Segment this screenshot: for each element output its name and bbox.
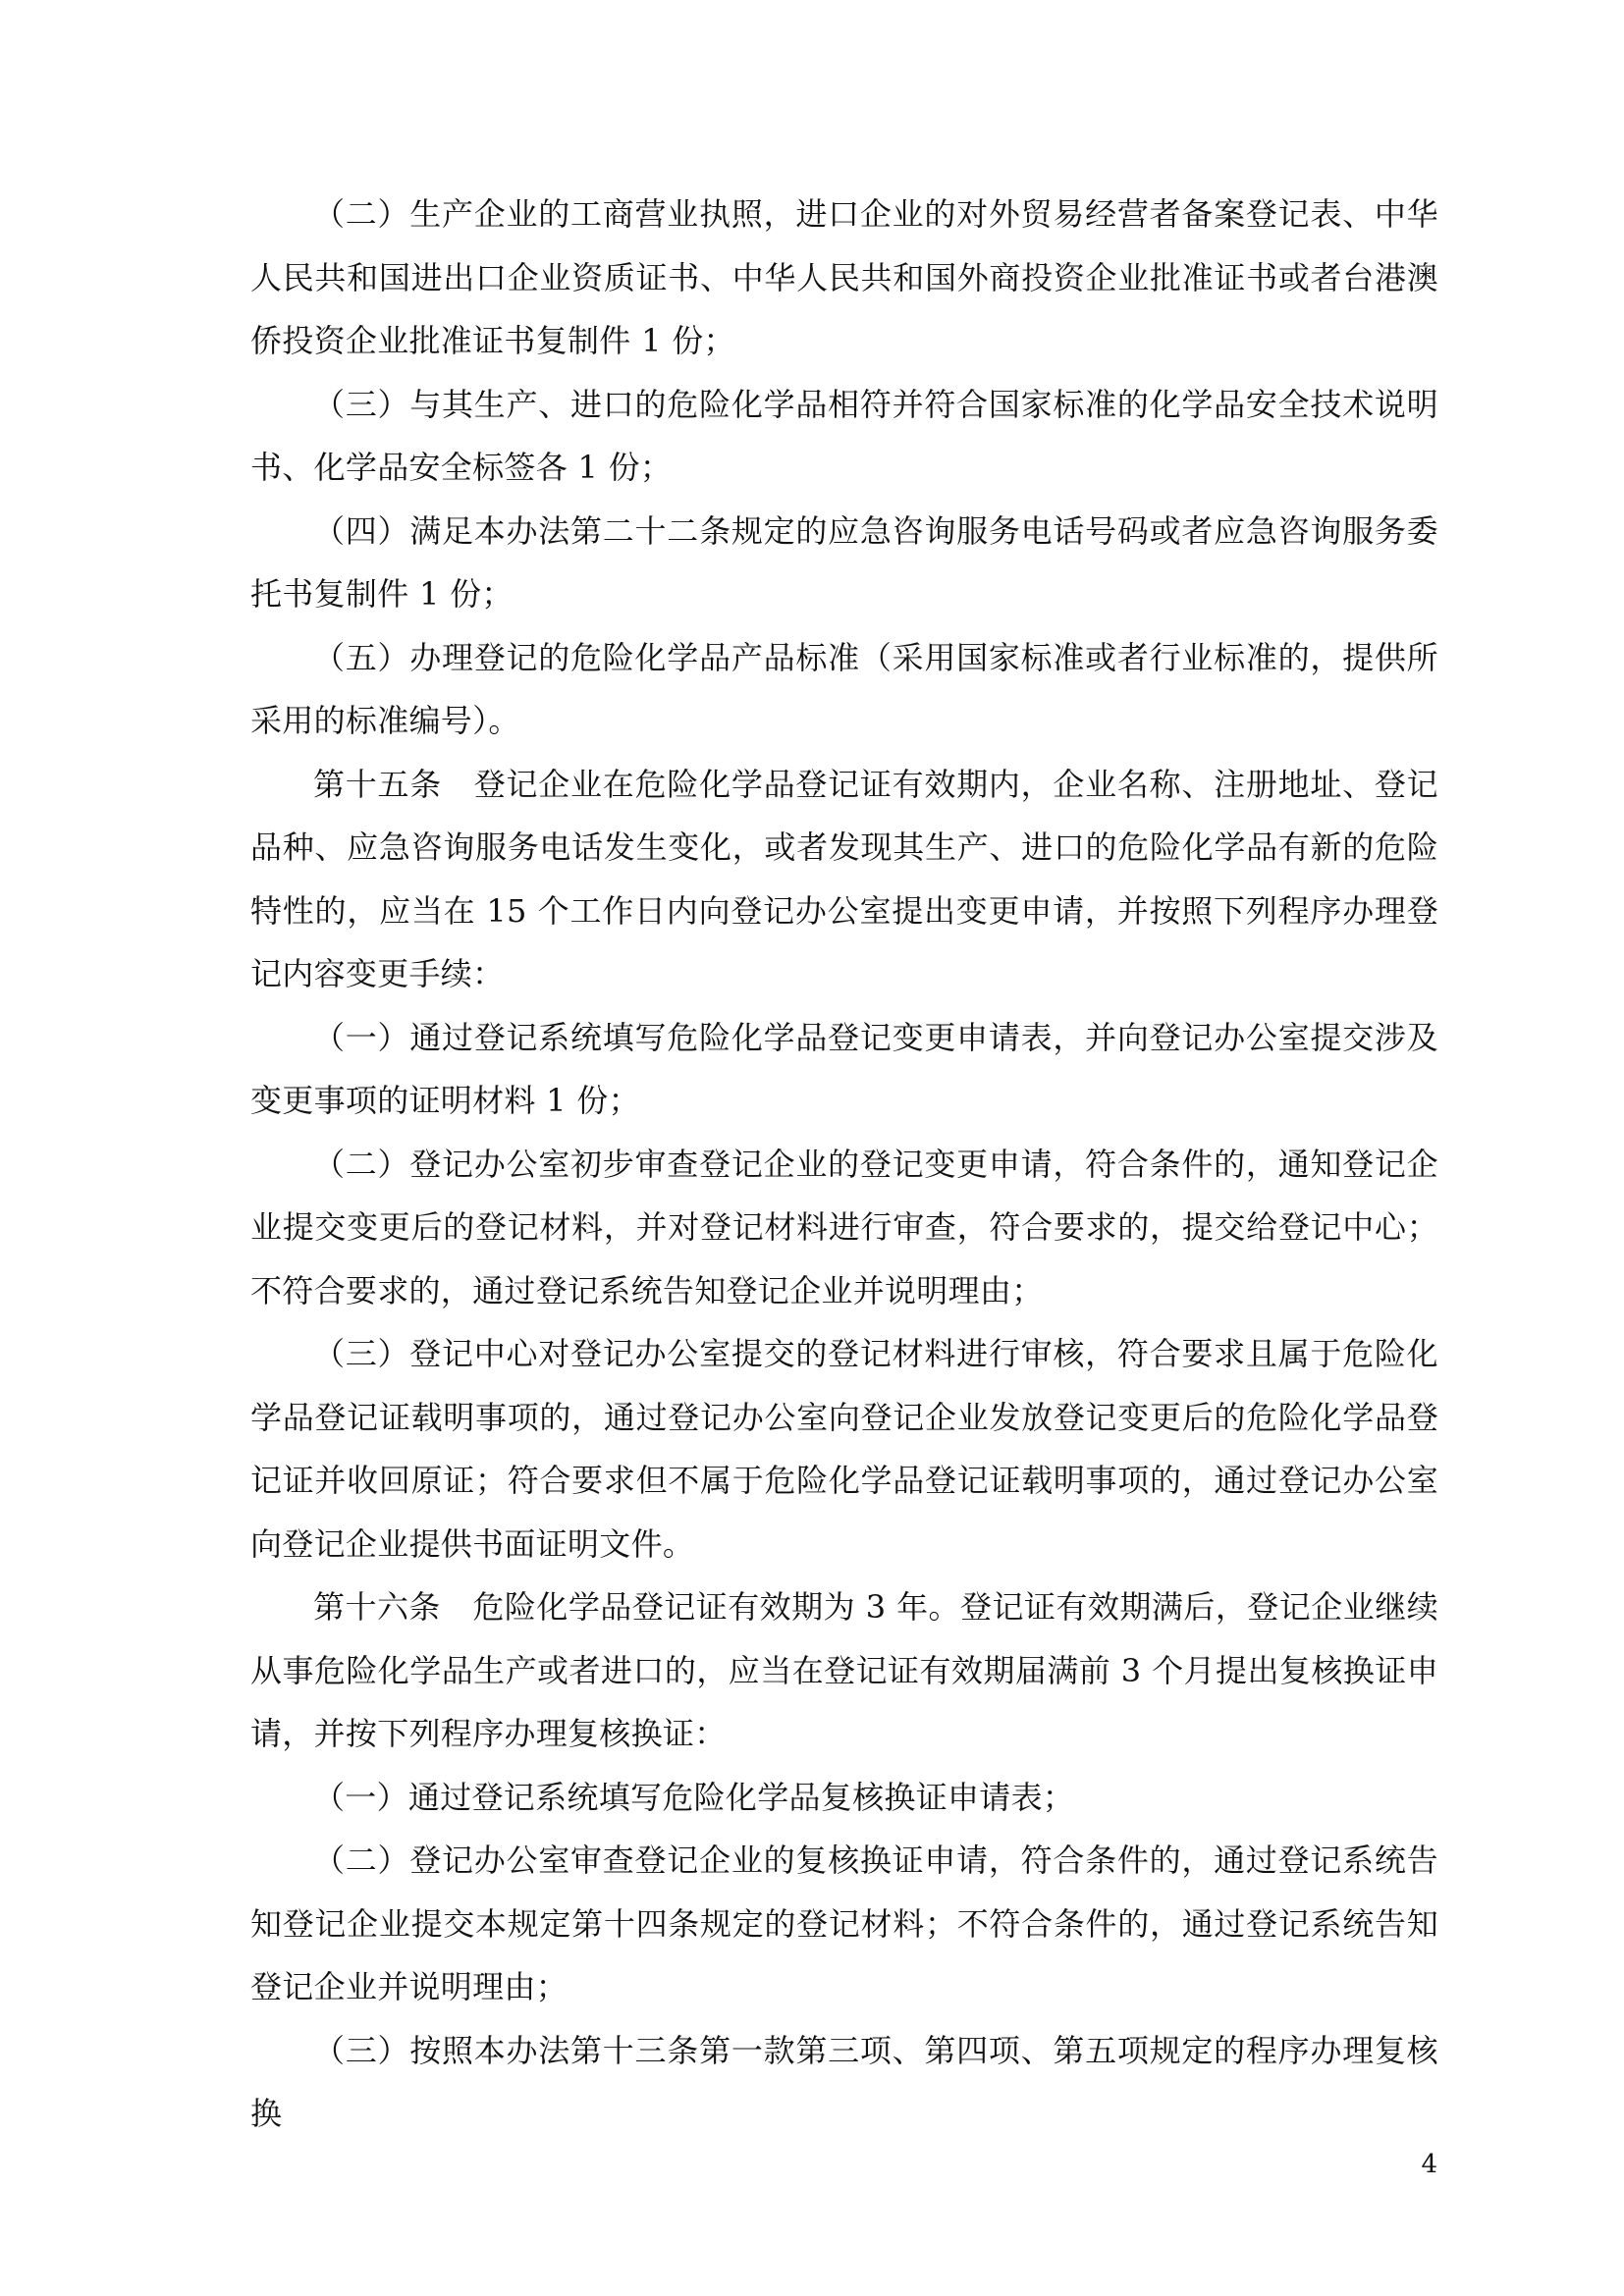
paragraph-article-15-item-3: （三）登记中心对登记办公室提交的登记材料进行审核，符合要求且属于危险化学品登记证载明事项的，通过登记办公室向登记企业发放登记变更后的危险化学品登记证并收回原证；符合要求但不属于危险化学品登记证载明事项的，通过登记办公室向登记企业提供书面证明文件。: [250, 1335, 1438, 1563]
paragraph-article-15-item-1: （一）通过登记系统填写危险化学品登记变更申请表，并向登记办公室提交涉及变更事项的证明材料 1 份；: [250, 1018, 1438, 1119]
page-number: 4: [1421, 2150, 1437, 2179]
paragraph-article-16-item-3: （三）按照本办法第十三条第一款第三项、第四项、第五项规定的程序办理复核换: [250, 2031, 1438, 2132]
paragraph-article-15-item-2: （二）登记办公室初步审查登记企业的登记变更申请，符合条件的，通知登记企业提交变更后的登记材料，并对登记材料进行审查，符合要求的，提交给登记中心；不符合要求的，通过登记系统告知登记企业并说明理由；: [250, 1145, 1438, 1309]
paragraph-article-16-item-2: （二）登记办公室审查登记企业的复核换证申请，符合条件的，通过登记系统告知登记企业提交本规定第十四条规定的登记材料；不符合条件的，通过登记系统告知登记企业并说明理由；: [250, 1842, 1438, 2005]
paragraph-article-16-item-1: （一）通过登记系统填写危险化学品复核换证申请表；: [313, 1778, 1075, 1816]
paragraph-item-2-materials: （二）生产企业的工商营业执照，进口企业的对外贸易经营者备案登记表、中华人民共和国进出口企业资质证书、中华人民共和国外商投资企业批准证书或者台港澳侨投资企业批准证书复制件 1 份；: [250, 195, 1438, 359]
paragraph-article-15: 第十五条 登记企业在危险化学品登记证有效期内，企业名称、注册地址、登记品种、应急咨询服务电话发生变化，或者发现其生产、进口的危险化学品有新的危险特性的，应当在 15 个工作日内向登记办公室提出变更申请，并按照下列程序办理登记内容变更手续：: [250, 765, 1438, 992]
paragraph-item-4-materials: （四）满足本办法第二十二条规定的应急咨询服务电话号码或者应急咨询服务委托书复制件 1 份；: [250, 511, 1438, 613]
paragraph-item-3-materials: （三）与其生产、进口的危险化学品相符并符合国家标准的化学品安全技术说明书、化学品安全标签各 1 份；: [250, 385, 1438, 486]
paragraph-article-16: 第十六条 危险化学品登记证有效期为 3 年。登记证有效期满后，登记企业继续从事危险化学品生产或者进口的，应当在登记证有效期届满前 3 个月提出复核换证申请，并按下列程序办理复核换证：: [250, 1588, 1438, 1752]
paragraph-item-5-materials: （五）办理登记的危险化学品产品标准（采用国家标准或者行业标准的，提供所采用的标准编号）。: [250, 638, 1438, 739]
document-body: [250, 183, 1438, 2146]
